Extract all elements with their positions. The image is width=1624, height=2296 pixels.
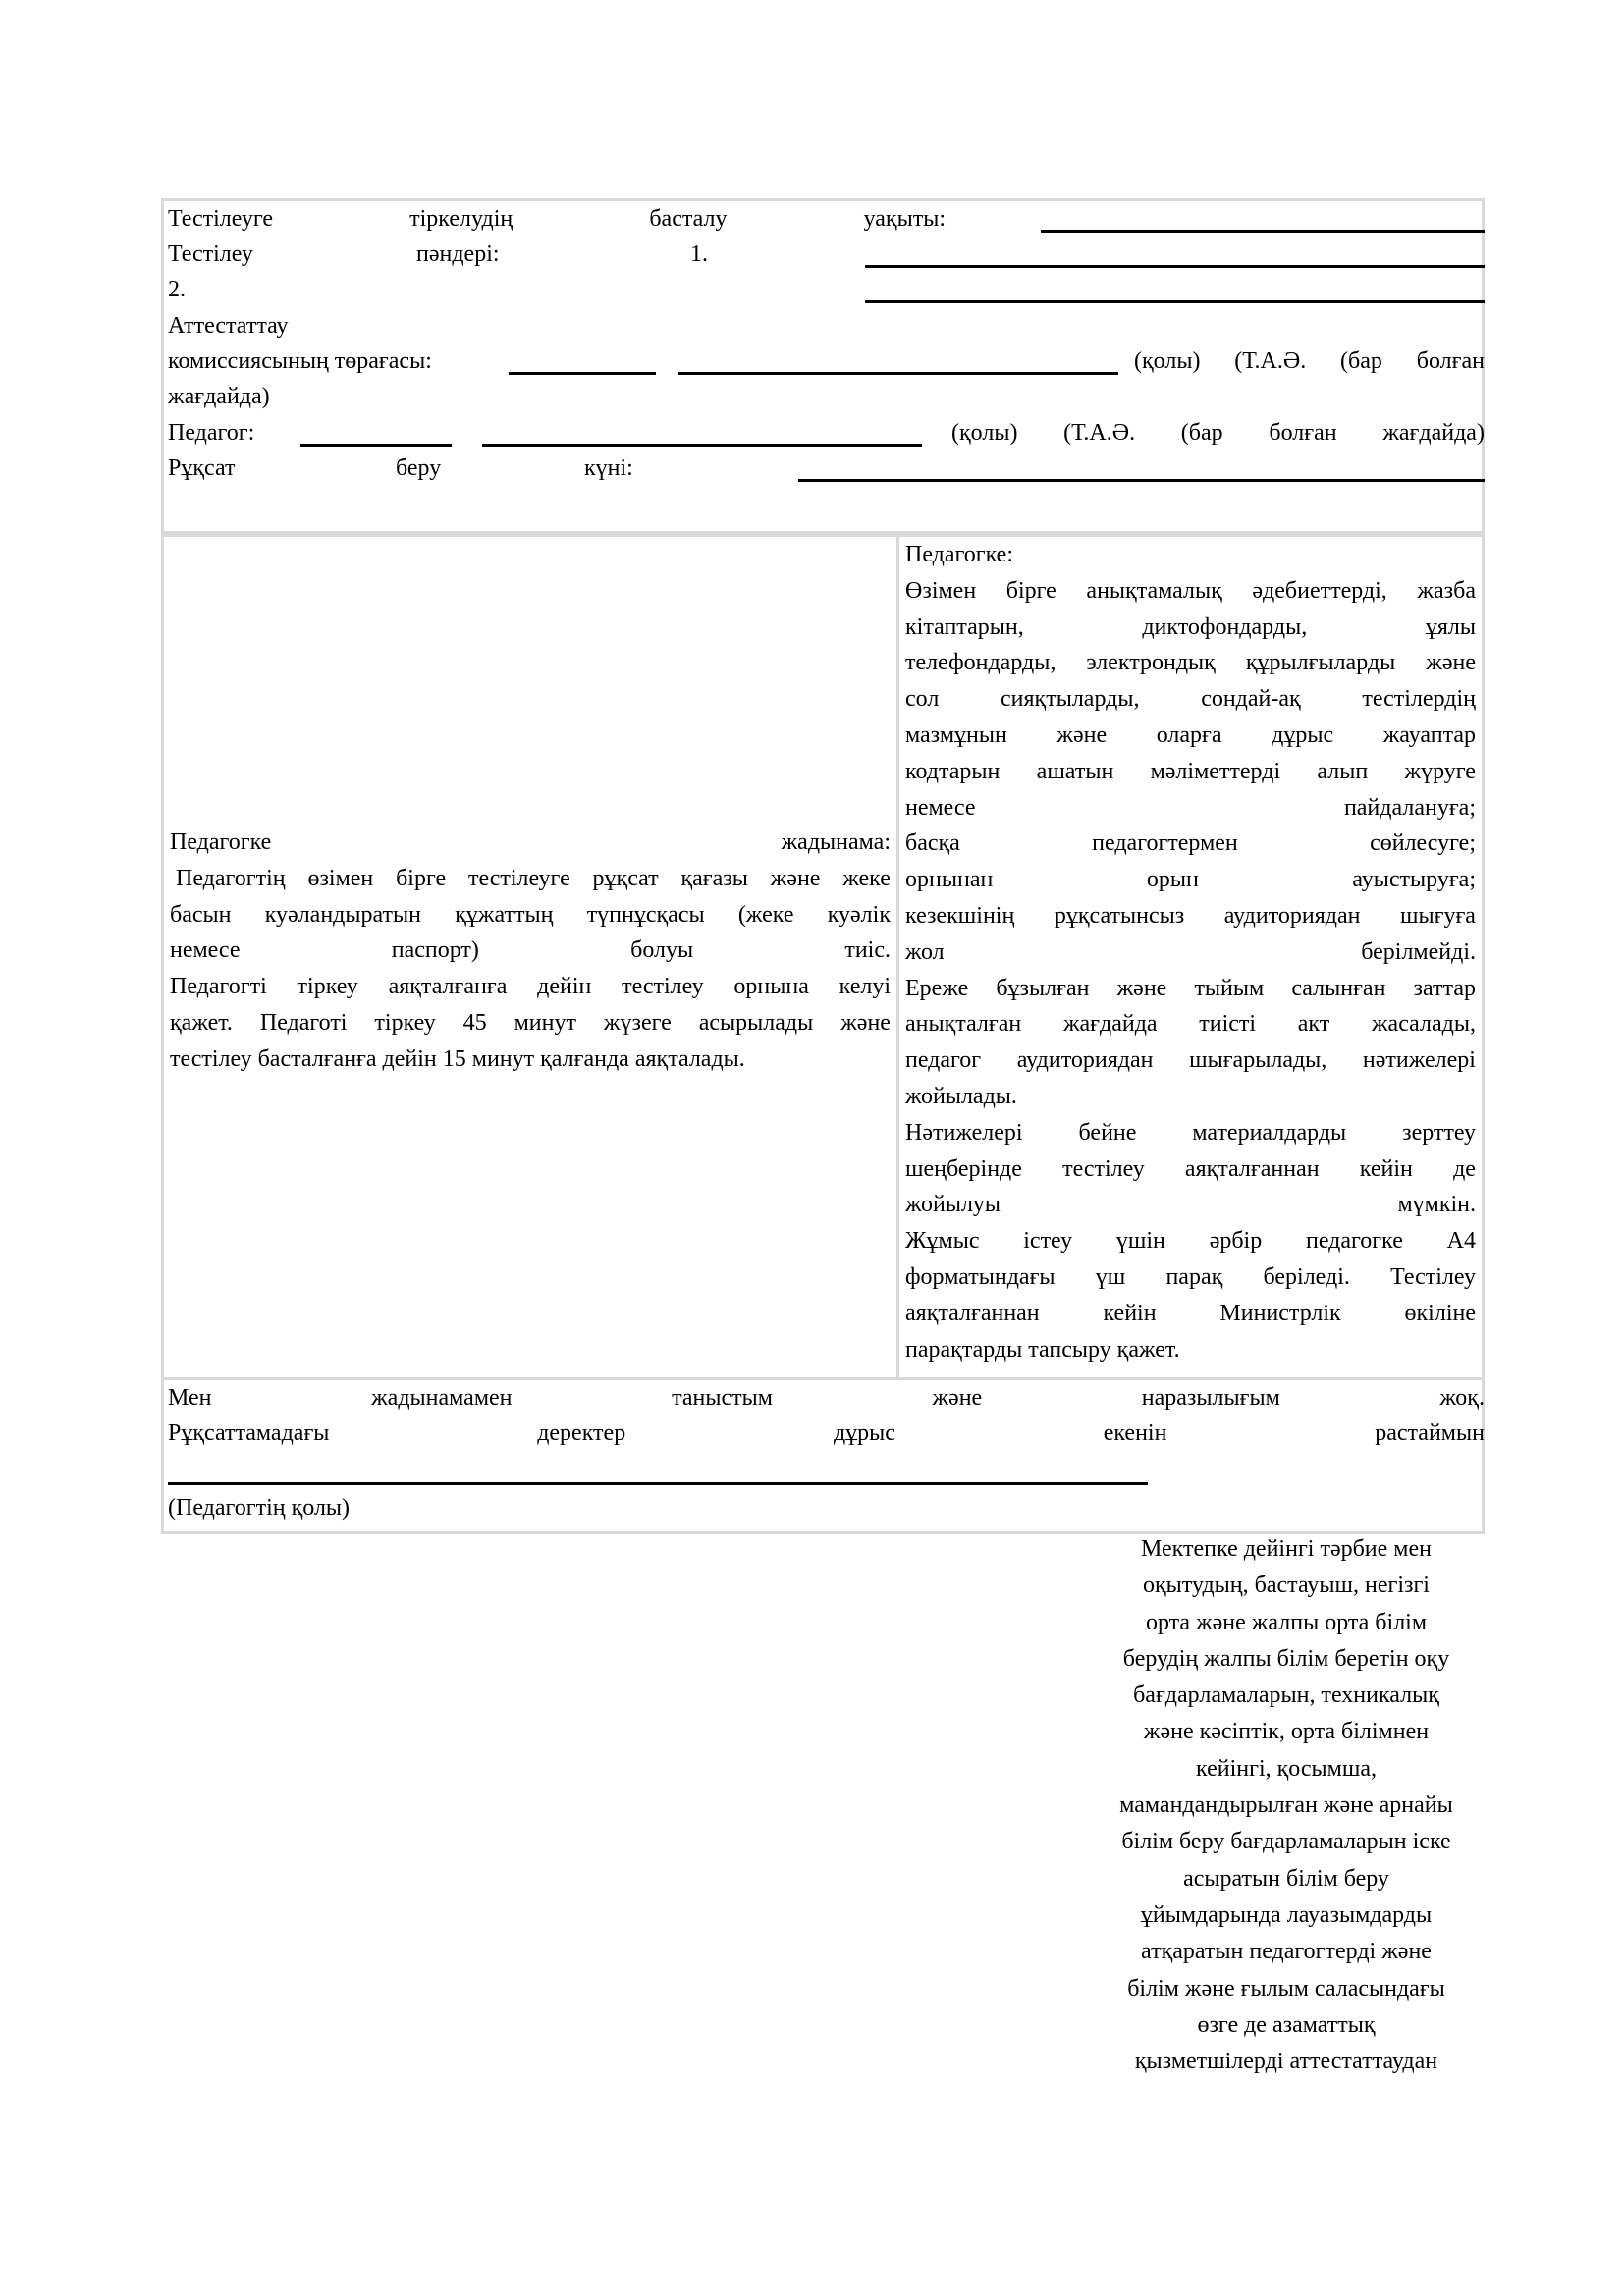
text-line [905, 898, 1476, 934]
subject-2-field[interactable] [865, 300, 1485, 303]
word: материалдарды [1192, 1119, 1347, 1146]
appendix-note [1080, 1531, 1492, 2080]
appendix-note-line: бағдарламаларын, техникалық [1133, 1682, 1439, 1709]
word: жасалады, [1371, 1011, 1476, 1038]
text-line [905, 790, 1476, 827]
word: дұрыс [1272, 721, 1334, 748]
word: қажет. [170, 1009, 233, 1036]
word: шығуға [1400, 902, 1476, 929]
word: немесе [170, 937, 241, 964]
permit-date-field[interactable] [798, 479, 1485, 482]
start-time-label: Тестілеуге тіркелудің басталу уақыты: [168, 206, 946, 232]
subject-2-label: 2. [168, 277, 186, 302]
word: түпнұсқасы [586, 901, 705, 928]
subjects-label: Тестілеу пәндері: 1. [168, 241, 708, 267]
acknowledgement-line-2 [168, 1415, 1485, 1451]
appendix-note-line: асыратын білім беру [1183, 1865, 1389, 1892]
word: тестілеуге [467, 865, 570, 891]
word: педагогтермен [1092, 830, 1238, 857]
word: жүзеге [603, 1009, 672, 1036]
word: берілмейді. [1361, 938, 1476, 965]
memo-left-cell [161, 534, 899, 1380]
teacher-name-field[interactable] [482, 444, 922, 447]
word: бейне [1078, 1119, 1137, 1146]
text-line: жойылады. [905, 1083, 1017, 1109]
text-line [905, 645, 1476, 681]
text-line [905, 610, 1476, 646]
word: анықтамалық [1086, 577, 1222, 604]
word: құрылғыларды [1245, 650, 1396, 676]
word: диктофондарды, [1142, 614, 1308, 640]
text-line [170, 1005, 891, 1041]
word: өкіліне [1404, 1300, 1476, 1326]
word: Рұқсаттамадағы [168, 1420, 330, 1446]
word: Жұмыс [905, 1228, 980, 1255]
word: жадынамамен [371, 1385, 513, 1411]
word: басын [170, 901, 232, 928]
teacher-label: Педагог: [168, 420, 255, 446]
text-line [905, 718, 1476, 754]
word: аудиториядан [1223, 902, 1361, 929]
text-line [170, 933, 891, 969]
appendix-note-line: өзге де азаматтық [1197, 2011, 1376, 2038]
word: педагогке [1306, 1228, 1403, 1255]
word: тіркеу [297, 974, 358, 1000]
text-line [905, 1006, 1476, 1042]
appendix-note-line: қызметшілерді аттестаттаудан [1134, 2049, 1438, 2075]
commission-label-line3: жағдайда) [168, 384, 270, 409]
word: кейін [1359, 1155, 1413, 1182]
word: акт [1297, 1011, 1330, 1038]
word: 45 [462, 1009, 487, 1036]
word: пайдалануға; [1343, 794, 1476, 821]
text-line [905, 934, 1476, 971]
word: әдебиеттерді, [1252, 577, 1387, 604]
memo-left-text [170, 825, 891, 1078]
word: А4 [1446, 1228, 1476, 1255]
word: жеке [842, 865, 891, 891]
word: мүмкін. [1397, 1192, 1476, 1218]
word: телефондарды, [905, 650, 1056, 676]
word: жоқ. [1439, 1385, 1485, 1411]
word: және [932, 1385, 983, 1411]
word: үш [1095, 1263, 1126, 1290]
word: ашатын [1036, 758, 1114, 784]
commission-label-line1: Аттестаттау [168, 313, 289, 339]
word: бірге [1005, 577, 1056, 604]
word: Педаготі [259, 1009, 348, 1036]
word: минут [514, 1009, 576, 1036]
teacher-final-signature-field[interactable] [168, 1482, 1148, 1485]
word: және [770, 865, 821, 891]
word: шығарылады, [1189, 1047, 1327, 1074]
word: аяқталғаннан [905, 1300, 1040, 1326]
text-line [905, 826, 1476, 862]
text-line [905, 1115, 1476, 1151]
word: жойылуы [905, 1192, 1001, 1218]
word: кодтарын [905, 758, 1001, 784]
word: жүруге [1404, 758, 1476, 784]
text-line [905, 1042, 1476, 1079]
word: сондай-ақ [1201, 686, 1301, 713]
text-line [170, 897, 891, 934]
word: сөйлесуге; [1370, 830, 1476, 857]
word: бұзылған [996, 975, 1090, 1001]
word: Министрлік [1219, 1300, 1341, 1326]
rules-heading: Педагогке: [905, 542, 1014, 567]
word: нәтижелері [1362, 1047, 1476, 1074]
appendix-note-line: білім және ғылым саласындағы [1127, 1975, 1445, 2002]
text-line [905, 1187, 1476, 1223]
word: Нәтижелері [905, 1119, 1023, 1146]
permit-date-label: Рұқсат беру күні: [168, 455, 633, 481]
commission-signature-field[interactable] [509, 372, 656, 375]
subject-1-field-short[interactable] [865, 265, 930, 268]
word: дейін [537, 974, 592, 1000]
appendix-note-line: Мектепке дейінгі тәрбие мен [1141, 1536, 1432, 1562]
word: қағазы [680, 865, 748, 891]
word: наразылығым [1141, 1385, 1280, 1411]
text-line [905, 573, 1476, 610]
word: дұрыс [833, 1420, 895, 1446]
teacher-signature-field[interactable] [300, 444, 452, 447]
signature-caption: (Педагогтің қолы) [168, 1495, 351, 1521]
appendix-note-line: және кәсіптік, орта білімнен [1143, 1719, 1430, 1745]
appendix-note-line: кейінгі, қосымша, [1196, 1755, 1377, 1782]
word: келуі [839, 974, 891, 1000]
word: Ереже [905, 975, 969, 1001]
text-line: парақтарды тапсыру қажет. [905, 1336, 1180, 1362]
word: және [1426, 650, 1476, 676]
appendix-note-line: атқаратын педагогтерді және [1141, 1939, 1432, 1965]
teacher-sign-hint: (қолы) (Т.А.Ә. (бар болған жағдайда) [951, 420, 1485, 446]
word: куәлік [827, 901, 891, 928]
commission-label-line2: комиссиясының төрағасы: [168, 348, 432, 374]
word: Мен [168, 1385, 212, 1411]
word: және [1056, 721, 1108, 748]
word: беріледі. [1263, 1263, 1350, 1290]
text-line [905, 681, 1476, 718]
word: жазба [1417, 577, 1476, 604]
word: кезекшінің [905, 902, 1015, 929]
word: ұялы [1425, 614, 1476, 640]
word: анықталған [905, 1011, 1022, 1038]
word: әрбір [1209, 1228, 1263, 1255]
word: аудиториядан [1016, 1047, 1154, 1074]
text-line [905, 1259, 1476, 1296]
word: болуы [630, 937, 694, 964]
word: орнынан [905, 867, 994, 893]
word: растаймын [1375, 1420, 1485, 1446]
word: алып [1317, 758, 1369, 784]
acknowledgement-section [161, 1377, 1485, 1534]
word: тестілеу [622, 974, 704, 1000]
memo-heading: Педагогке жадынама: [170, 829, 891, 855]
word: электрондық [1086, 650, 1216, 676]
text-line [905, 1223, 1476, 1259]
appendix-note-line: білім беру бағдарламаларын іске [1121, 1829, 1451, 1855]
word: тыйым [1194, 975, 1265, 1001]
word: шеңберінде [905, 1155, 1022, 1182]
word: тіркеу [374, 1009, 436, 1036]
word: сол [905, 686, 940, 713]
word: таныстым [672, 1385, 773, 1411]
word: екенін [1103, 1420, 1167, 1446]
word: рұқсат [592, 865, 659, 891]
word: ауыстыруға; [1352, 867, 1476, 893]
word: кітаптарын, [905, 614, 1024, 640]
word: заттар [1413, 975, 1476, 1001]
start-time-field[interactable] [1041, 230, 1485, 233]
acknowledgement-line-1 [168, 1380, 1485, 1415]
word: мәліметтерді [1150, 758, 1281, 784]
commission-sign-hint: (қолы) (Т.А.Ә. (бар болған [1134, 348, 1485, 374]
word: тиіс. [844, 937, 891, 964]
appendix-note-line: берудің жалпы білім беретін оқу [1122, 1645, 1450, 1672]
word: Тестілеу [1390, 1263, 1476, 1290]
word: басқа [905, 830, 960, 857]
registration-section [161, 198, 1485, 534]
word: Өзімен [905, 577, 977, 604]
word: де [1453, 1155, 1476, 1182]
word: өзімен [307, 865, 374, 891]
word: істеу [1023, 1228, 1073, 1255]
text-line: тестілеу басталғанға дейін 15 минут қалғанда аяқталады. [170, 1045, 745, 1072]
word: орнына [733, 974, 809, 1000]
word: және [1116, 975, 1167, 1001]
word: жағдайда [1062, 1011, 1158, 1038]
text-line [905, 1151, 1476, 1188]
word: форматындағы [905, 1263, 1056, 1290]
appendix-note-line: оқытудың, бастауыш, негізгі [1143, 1573, 1430, 1599]
word: Педагогтің [176, 865, 286, 891]
appendix-note-line: мамандандырылған және арнайы [1119, 1792, 1453, 1819]
text-line [905, 862, 1476, 898]
word: оларға [1156, 721, 1222, 748]
word: үшін [1115, 1228, 1165, 1255]
appendix-note-line: ұйымдарында лауазымдарды [1140, 1901, 1433, 1928]
word: жауаптар [1382, 721, 1476, 748]
word: кейін [1103, 1300, 1157, 1326]
text-line [170, 861, 891, 897]
word: асырылады [698, 1009, 814, 1036]
text-line [905, 754, 1476, 790]
word: (жеке [737, 901, 794, 928]
word: бірге [396, 865, 447, 891]
word: тестілердің [1362, 686, 1476, 713]
word: паспорт) [391, 937, 479, 964]
word: мазмұнын [905, 721, 1007, 748]
text-line [170, 969, 891, 1005]
word: зерттеу [1402, 1119, 1476, 1146]
subject-1-field[interactable] [928, 265, 1485, 268]
appendix-note-line: орта және жалпы орта білім [1145, 1609, 1428, 1635]
word: сияқтыларды, [1001, 686, 1140, 713]
word: педагог [905, 1047, 982, 1074]
word: немесе [905, 794, 976, 821]
word: рұқсатынсыз [1054, 902, 1185, 929]
word: салынған [1291, 975, 1386, 1001]
text-line [905, 971, 1476, 1007]
word: Педагогті [170, 974, 267, 1000]
word: парақ [1165, 1263, 1223, 1290]
word: тиісті [1199, 1011, 1257, 1038]
memo-right-cell [896, 534, 1485, 1380]
word: деректер [537, 1420, 626, 1446]
word: жол [905, 938, 945, 965]
word: аяқталғанға [388, 974, 508, 1000]
text-line [905, 1296, 1476, 1332]
word: аяқталғаннан [1184, 1155, 1320, 1182]
commission-name-field[interactable] [678, 372, 1118, 375]
word: және [840, 1009, 891, 1036]
word: құжаттың [455, 901, 554, 928]
word: куәландыратын [264, 901, 421, 928]
word: орын [1146, 867, 1199, 893]
memo-right-text [905, 537, 1476, 1367]
word: тестілеу [1062, 1155, 1145, 1182]
